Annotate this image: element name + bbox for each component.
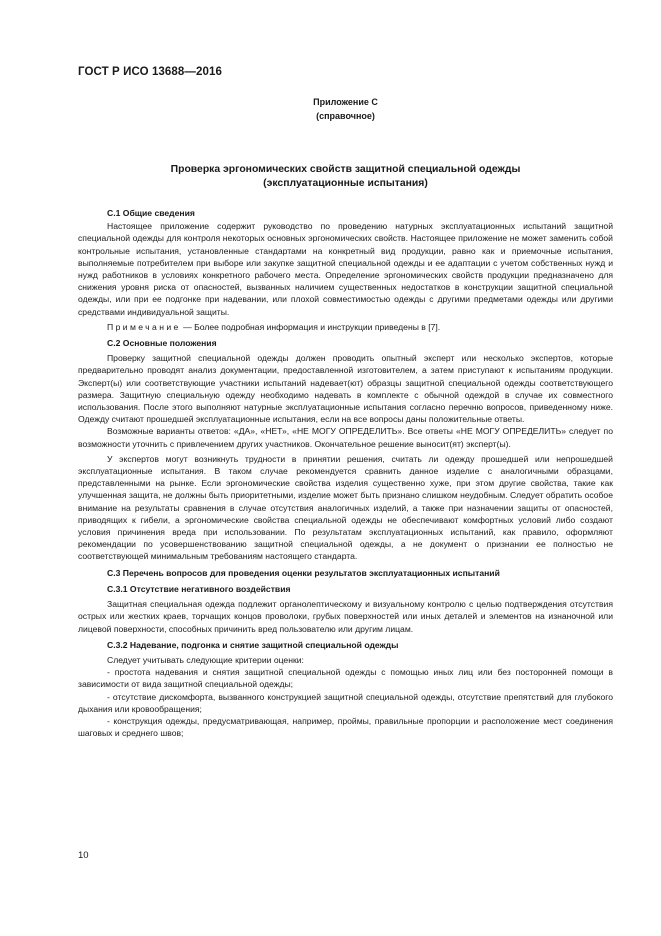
annex-label: Приложение С [313,97,378,107]
note-text: — Более подробная информация и инструкции приведены в [7]. [180,321,441,332]
criteria-list-item: - отсутствие дискомфорта, вызванного конструкцией защитной специальной одежды, отсутствие препятствий для глубокого дыхания или кровообращения; [78,691,613,714]
page-number: 10 [78,850,89,861]
section-c2-paragraph-3: У экспертов могут возникнуть трудности в принятии решения, считать ли одежду прошедшей или непрошедшей эксплуатационные испытания. В таком случае рекомендуется сравнить данное изделие с аналогичными образцами, представленными на рынке. Если эргономические свойства изделия существенно хуже, при этом другие свойства, такие как улучшенная защита, не должны быть приоритетными, изделие может быть признано слишком неудобным. Следует обратить особое внимание на результаты сравнения в случае отсутствия аналогичных изделий, а также при назначении защиты от опасностей, приводящих к гибели, а эргономические свойства специальной одежды не обеспечивают комфортных условий либо создают условия причинения вреда при использовании. По результатам эксплуатационных испытаний, как правило, оформляют рекомендации по усовершенствованию защитной специальной одежды, а не документ о признании ее полностью не соответствующей минимальным требованиям настоящего стандарта. [78,453,613,562]
section-c1-heading: С.1 Общие сведения [107,208,195,218]
annex-type: (справочное) [316,111,375,121]
criteria-list-item: - простота надевания и снятия защитной специальной одежды с помощью иных лиц или без посторонней помощи в зависимости от вида защитной специальной одежды; [78,667,613,690]
section-c32-heading: С.3.2 Надевание, подгонка и снятие защитной специальной одежды [107,639,399,650]
section-c3-heading: С.3 Перечень вопросов для проведения оценки результатов эксплуатационных испытаний [107,567,500,578]
note [78,321,613,333]
section-c31-paragraph: Защитная специальная одежда подлежит органолептическому и визуальному контролю с целью подтверждения отсутствия острых или жестких краев, торчащих концов проволоки, грубых поверхностей или иных деталей и элементов на изнаночной или лицевой поверхности, способных причинить вред пользователю или другим лицам. [78,599,613,634]
standard-designation: ГОСТ Р ИСО 13688—2016 [78,66,223,78]
document-body [78,207,613,739]
annex-heading [78,95,613,123]
section-c2-heading: С.2 Основные положения [107,338,217,349]
section-c1-paragraph: Настоящее приложение содержит руководство по проведению натурных эксплуатационных испытаний защитной специальной одежды для контроля некоторых основных эргономических свойств. Настоящее приложение не может заменить собой контрольные испытания, установленные стандартами на конкретный вид продукции, равно как и приемочные испытания, выполняемые потребителем при выборе или закупке защитной специальной одежды и ее адаптации с учетом собственных нужд и нужд работников в условиях конкретного рабочего места. Определение эргономических свойств продукции предназначено для снижения уровня риска от опасностей, вызванных наличием существенных недостатков в конструкции защитной специальной одежды, или при ее подгонке при надевании, или плохой совместимостью одежды с другими предметами одежды или другими средствами индивидуальной защиты. [78,221,613,317]
note-label: Примечание [107,321,181,332]
section-c31-heading: С.3.1 Отсутствие негативного воздействия [107,583,291,594]
criteria-list-item: - конструкция одежды, предусматривающая, например, проймы, правильные пропорции и расположение мест соединения шаговых и среднего швов; [78,715,613,739]
annex-title-line2: (эксплуатационные испытания) [263,178,428,189]
annex-title-line1: Проверка эргономических свойств защитной специальной одежды [170,164,521,175]
annex-title [78,163,613,191]
section-c32-intro: Следует учитывать следующие критерии оценки: [107,654,304,665]
section-c2-paragraph-1: Проверку защитной специальной одежды должен проводить опытный эксперт или несколько экспертов, которые предварительно проводят анализ документации, предоставленной изготовителем, а затем приступают к испытаниям продукции. Эксперт(ы) или соответствующие участники испытаний надевает(ют) образцы защитной специальной одежды соответствующего размера. Защитную специальную одежду необходимо надевать в комплекте с обычной одеждой в случае их совместного использования. После этого выполняют натурные эксплуатационные испытания согласно перечню вопросов, приведенному ниже. Одежду считают прошедшей эксплуатационные испытания, если на все вопросы даны положительные ответы. [78,353,613,425]
section-c2-paragraph-2: Возможные варианты ответов: «ДА», «НЕТ», «НЕ МОГУ ОПРЕДЕЛИТЬ». Все ответы «НЕ МОГУ ОПРЕДЕЛИТЬ» следует по возможности уточнить с привлечением других участников. Окончательное решение выносит(ят) эксперт(ы). [78,426,613,449]
